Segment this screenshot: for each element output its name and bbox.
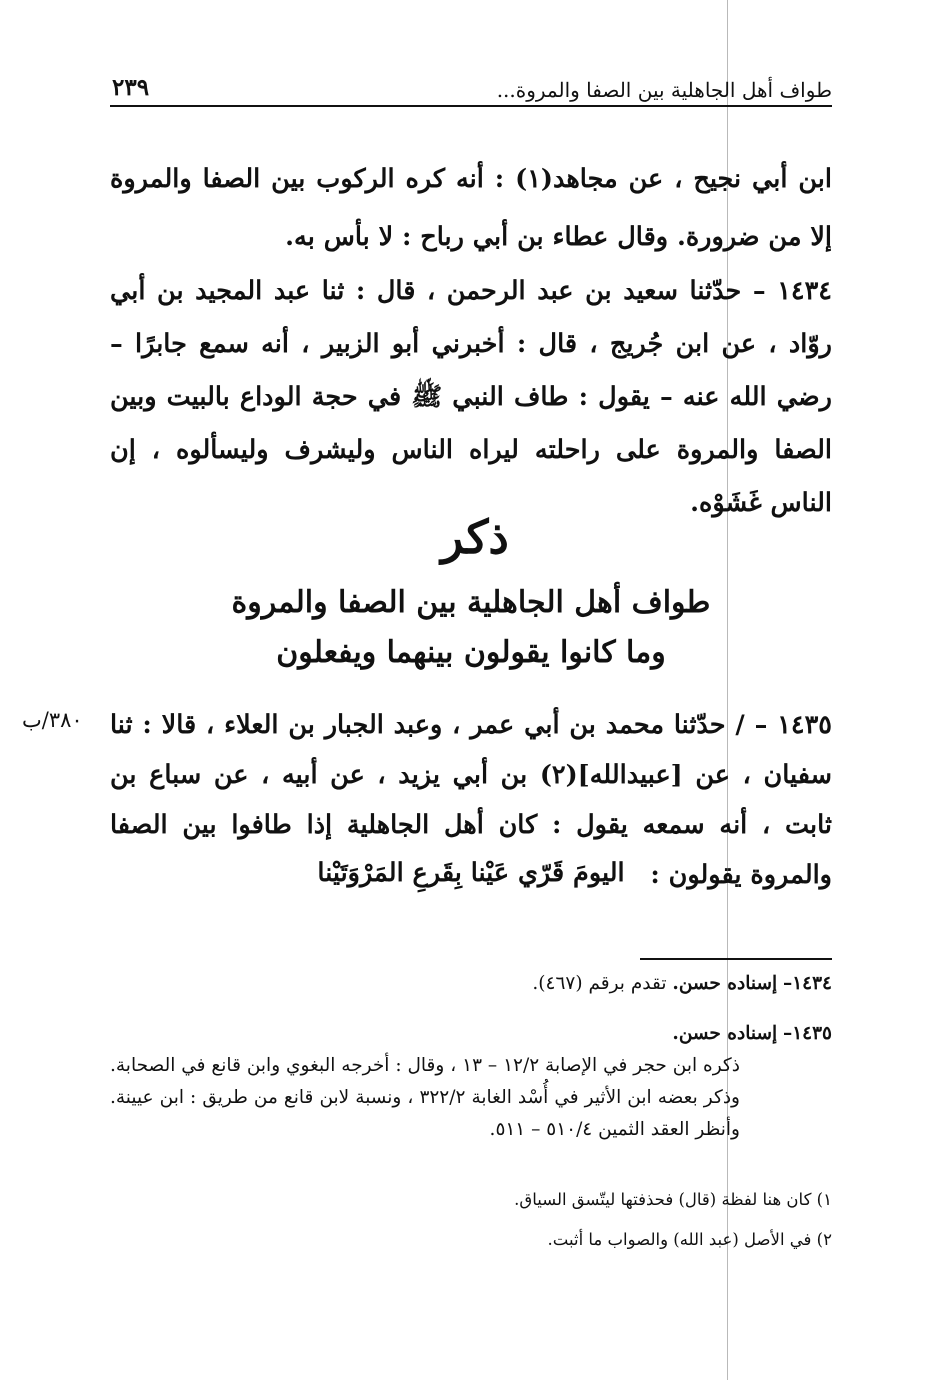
running-title: طواف أهل الجاهلية بين الصفا والمروة...	[496, 78, 832, 102]
section-word: ذكر	[441, 510, 509, 564]
hadith-1434	[110, 265, 832, 530]
footnote-1435	[110, 1018, 832, 1146]
footnote-number: ١٤٣٥–	[783, 1023, 832, 1044]
footnote-number: ١٤٣٤–	[783, 973, 832, 994]
editor-note-1: ١) كان هنا لفظة (قال) فحذفتها ليتّسق السياق.	[514, 1190, 832, 1209]
paragraph-text: ١٤٣٤ – حدّثنا سعيد بن عبد الرحمن ، قال : ثنا عبد المجيد بن أبي روّاد ، عن ابن جُريج ، قال : أخبرني أبو الزبير ، أنه سمع جابرًا – رضي الله عنه – يقول : طاف النبي ﷺ في حجة الوداع بالبيت وبين الصفا والمروة على راحلته ليراه الناس وليشرف وليسألوه ، إن الناس غَشَوْه.	[110, 276, 832, 518]
poetry-verse: اليومَ قَرّي عَيْنا بِقَرعِ المَرْوَتَيْنا	[317, 858, 625, 888]
footnote-status: إسناده حسن.	[672, 1023, 778, 1044]
footnote-rule	[640, 958, 832, 960]
section-title-line-2: وما كانوا يقولون بينهما ويفعلون	[276, 635, 666, 670]
paragraph-text: ابن أبي نجيح ، عن مجاهد(١) : أنه كره الركوب بين الصفا والمروة إلا من ضرورة. وقال عطاء بن أبي رباح : لا بأس به.	[110, 164, 832, 252]
footnote-text: تقدم برقم (٤٦٧).	[532, 973, 667, 994]
editor-note-2: ٢) في الأصل (عبد الله) والصواب ما أثبت.	[547, 1230, 832, 1249]
footnote-1434	[110, 968, 832, 1000]
section-title	[110, 578, 832, 678]
margin-folio-note: ٣٨٠/ب	[22, 708, 83, 732]
header-rule	[110, 105, 832, 107]
page-number: ٢٣٩	[112, 74, 150, 101]
footnote-text: ذكره ابن حجر في الإصابة ١٢/٢ – ١٣ ، وقال : أخرجه البغوي وابن قانع في الصحابة. وذكر بعضه ابن الأثير في أُسْد الغابة ٣٢٢/٢ ، ونسبة لابن قانع من طريق : ابن عيينة. وأنظر العقد الثمين ٥١٠/٤ – ٥١١.	[110, 1055, 740, 1140]
footnote-status: إسناده حسن.	[672, 973, 778, 994]
paragraph-text: ١٤٣٥ – / حدّثنا محمد بن أبي عمر ، وعبد الجبار بن العلاء ، قالا : ثنا سفيان ، عن [عبيدالله](٢) بن أبي يزيد ، عن أبيه ، عن سباع بن ثابت ، أنه سمعه يقول : كان أهل الجاهلية إذا طافوا بين الصفا والمروة يقولون :	[110, 710, 832, 890]
paragraph-continuation	[110, 150, 832, 266]
section-title-line-1: طواف أهل الجاهلية بين الصفا والمروة	[231, 585, 711, 620]
